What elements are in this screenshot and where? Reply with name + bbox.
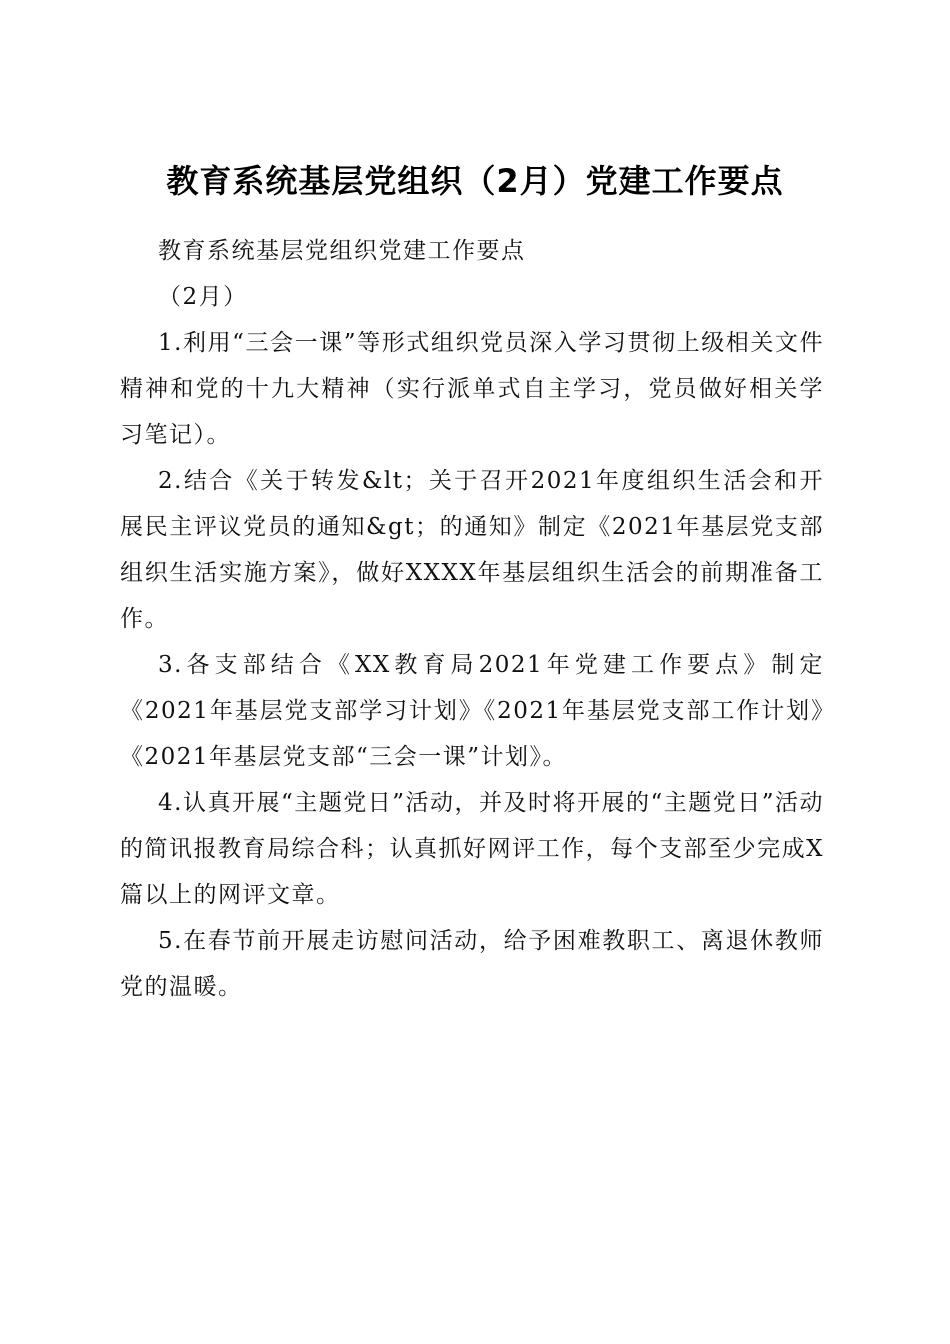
document-title: 教育系统基层党组织（2月）党建工作要点 <box>166 162 784 201</box>
document-subtitle: 教育系统基层党组织党建工作要点 <box>158 238 526 264</box>
work-item-2: 2.结合《关于转发&lt；关于召开2021年度组织生活会和开展民主评议党员的通知&gt；的通知》制定《2021年基层党支部组织生活实施方案》，做好XXXX年基层组织生活会的前期准备工作。 <box>120 468 824 632</box>
document-body <box>120 228 824 1010</box>
work-item-3: 3.各支部结合《XX教育局2021年党建工作要点》制定《2021年基层党支部学习计划》《2021年基层党支部工作计划》《2021年基层党支部“三会一课”计划》。 <box>120 652 824 770</box>
work-item-4: 4.认真开展“主题党日”活动，并及时将开展的“主题党日”活动的简讯报教育局综合科；认真抓好网评工作，每个支部至少完成X篇以上的网评文章。 <box>120 790 824 908</box>
document-month: （2月） <box>158 284 248 310</box>
work-item-1: 1.利用“三会一课”等形式组织党员深入学习贯彻上级相关文件精神和党的十九大精神（实行派单式自主学习，党员做好相关学习笔记）。 <box>120 330 824 448</box>
work-item-5: 5.在春节前开展走访慰问活动，给予困难教职工、离退休教师党的温暖。 <box>120 928 824 1000</box>
